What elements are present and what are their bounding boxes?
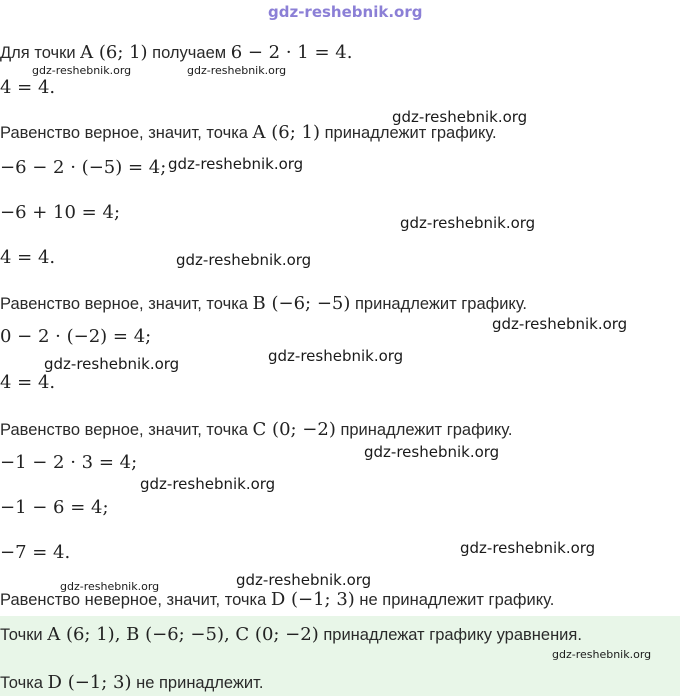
math-expression: 6 − 2 · 1 = 4. bbox=[230, 42, 353, 63]
line-11: −1 − 2 · 3 = 4; bbox=[0, 452, 138, 473]
watermark: gdz-reshebnik.org bbox=[168, 155, 304, 173]
line-1: Для точки A (6; 1) получаем 6 − 2 · 1 = 4. bbox=[0, 42, 353, 63]
watermark: gdz-reshebnik.org bbox=[187, 64, 287, 77]
watermark: gdz-reshebnik.org bbox=[176, 251, 312, 269]
watermark: gdz-reshebnik.org bbox=[44, 355, 180, 373]
line-6: 4 = 4. bbox=[0, 247, 56, 268]
watermark-top: gdz-reshebnik.org bbox=[268, 3, 423, 21]
line-13: −7 = 4. bbox=[0, 542, 71, 563]
line-7: Равенство верное, значит, точка B (−6; −5) принадлежит графику. bbox=[0, 293, 527, 314]
line-14: Равенство неверное, значит, точка D (−1; 3) не принадлежит графику. bbox=[0, 589, 555, 610]
watermark: gdz-reshebnik.org bbox=[492, 315, 628, 333]
line-8: 0 − 2 · (−2) = 4; bbox=[0, 326, 152, 347]
math-point-d: D (−1; 3) bbox=[47, 672, 132, 693]
line-2: 4 = 4. bbox=[0, 77, 56, 98]
watermark: gdz-reshebnik.org bbox=[364, 443, 500, 461]
line-16: Точка D (−1; 3) не принадлежит. bbox=[0, 672, 264, 693]
math-point-d: D (−1; 3) bbox=[270, 589, 355, 610]
math-point-a: A (6; 1) bbox=[252, 122, 321, 143]
line-10: Равенство верное, значит, точка C (0; −2) принадлежит графику. bbox=[0, 419, 513, 440]
line-4: −6 − 2 · (−5) = 4; bbox=[0, 157, 167, 178]
watermark: gdz-reshebnik.org bbox=[60, 580, 160, 593]
watermark: gdz-reshebnik.org bbox=[236, 571, 372, 589]
line-5: −6 + 10 = 4; bbox=[0, 202, 121, 223]
math-point-a: A (6; 1) bbox=[80, 42, 148, 63]
math-point-b: B (−6; −5) bbox=[252, 293, 351, 314]
watermark: gdz-reshebnik.org bbox=[400, 214, 536, 232]
watermark: gdz-reshebnik.org bbox=[32, 64, 132, 77]
line-12: −1 − 6 = 4; bbox=[0, 497, 109, 518]
watermark: gdz-reshebnik.org bbox=[140, 475, 276, 493]
math-point-c: C (0; −2) bbox=[252, 419, 336, 440]
watermark: gdz-reshebnik.org bbox=[392, 108, 528, 126]
line-9: 4 = 4. bbox=[0, 372, 56, 393]
watermark: gdz-reshebnik.org bbox=[268, 347, 404, 365]
line-15: Точки A (6; 1), B (−6; −5), C (0; −2) принадлежат графику уравнения. bbox=[0, 624, 582, 645]
line-3: Равенство верное, значит, точка A (6; 1) принадлежит графику. bbox=[0, 122, 497, 143]
watermark: gdz-reshebnik.org bbox=[460, 539, 596, 557]
watermark: gdz-reshebnik.org bbox=[552, 648, 652, 661]
math-points-abc: A (6; 1), B (−6; −5), C (0; −2) bbox=[47, 624, 319, 645]
